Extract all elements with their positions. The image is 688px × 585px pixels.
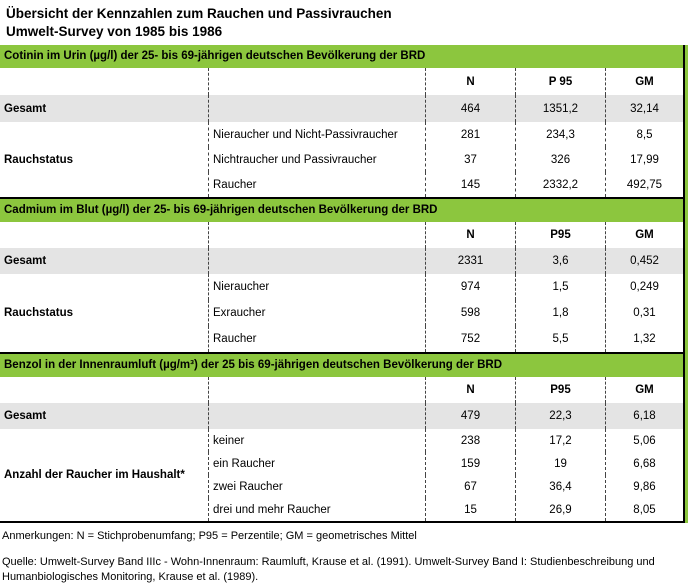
row-label: Nichtraucher und Passivraucher	[208, 147, 425, 172]
cell-value-gm: 0,31	[605, 300, 683, 326]
cell-value-gm: 5,06	[605, 429, 683, 452]
cell-value-n: 37	[425, 147, 515, 172]
cell-value-n: 15	[425, 498, 515, 521]
cell-value-gm: 1,32	[605, 326, 683, 352]
col-header-n: N	[425, 68, 515, 95]
cell-value-p95: 1351,2	[515, 95, 605, 122]
row-label-gesamt: Gesamt	[0, 403, 208, 429]
cell-value-gm: 17,99	[605, 147, 683, 172]
cell-value-p95: 19	[515, 452, 605, 475]
row-label: Raucher	[208, 326, 425, 352]
footnote-quelle: Quelle: Umwelt-Survey Band IIIc - Wohn-Innenraum: Raumluft, Krause et al. (1991). Umwelt-Survey Band I: Studienbeschreibung und Humanbiologisches Monitoring, Krause et al. (1989).	[2, 556, 655, 583]
col-header-empty	[208, 377, 425, 403]
cell-value-n: 598	[425, 300, 515, 326]
cell-value-n: 159	[425, 452, 515, 475]
cell-empty	[208, 403, 425, 429]
cell-value-p95: 5,5	[515, 326, 605, 352]
section-cotinin	[0, 45, 685, 199]
cell-value-p95: 1,5	[515, 274, 605, 300]
cell-value-gm: 6,18	[605, 403, 683, 429]
row-label: keiner	[208, 429, 425, 452]
col-header-empty	[0, 68, 208, 95]
row-label: Nieraucher und Nicht-Passivraucher	[208, 122, 425, 147]
cell-value-n: 479	[425, 403, 515, 429]
cell-value-gm: 8,05	[605, 498, 683, 521]
col-header-p95: P95	[515, 222, 605, 248]
row-label: Raucher	[208, 172, 425, 197]
cell-value-p95: 234,3	[515, 122, 605, 147]
cell-value-p95: 3,6	[515, 248, 605, 274]
col-header-gm: GM	[605, 68, 683, 95]
cell-value-p95: 36,4	[515, 475, 605, 498]
group-label-anzahl-raucher: Anzahl der Raucher im Haushalt*	[4, 469, 185, 481]
table-benzol	[0, 377, 683, 521]
row-label: Exraucher	[208, 300, 425, 326]
cell-empty	[208, 95, 425, 122]
row-label: drei und mehr Raucher	[208, 498, 425, 521]
page-title-line1: Übersicht der Kennzahlen zum Rauchen und Passivrauchen	[6, 6, 392, 21]
page-title	[0, 0, 688, 45]
col-header-empty	[208, 222, 425, 248]
table-cadmium	[0, 222, 683, 352]
page-title-line2: Umwelt-Survey von 1985 bis 1986	[6, 23, 223, 39]
cell-value-n: 67	[425, 475, 515, 498]
cell-value-n: 281	[425, 122, 515, 147]
cell-value-gm: 6,68	[605, 452, 683, 475]
table-cotinin	[0, 68, 683, 197]
cell-value-gm: 0,452	[605, 248, 683, 274]
section-header-cotinin: Cotinin im Urin (µg/l) der 25- bis 69-jährigen deutschen Bevölkerung der BRD	[0, 45, 683, 68]
col-header-empty	[0, 377, 208, 403]
cell-value-p95: 17,2	[515, 429, 605, 452]
cell-value-p95: 1,8	[515, 300, 605, 326]
cell-value-gm: 8,5	[605, 122, 683, 147]
section-benzol	[0, 354, 685, 523]
cell-value-gm: 32,14	[605, 95, 683, 122]
col-header-gm: GM	[605, 377, 683, 403]
row-label-gesamt: Gesamt	[0, 95, 208, 122]
cell-value-n: 752	[425, 326, 515, 352]
cell-value-n: 464	[425, 95, 515, 122]
col-header-empty	[0, 222, 208, 248]
cell-value-gm: 492,75	[605, 172, 683, 197]
tables-area	[0, 45, 688, 523]
row-label: Nieraucher	[208, 274, 425, 300]
cell-value-n: 145	[425, 172, 515, 197]
group-label-rauchstatus: Rauchstatus	[4, 153, 74, 166]
cell-value-p95: 22,3	[515, 403, 605, 429]
col-header-n: N	[425, 222, 515, 248]
cell-value-n: 2331	[425, 248, 515, 274]
cell-value-p95: 2332,2	[515, 172, 605, 197]
row-label: zwei Raucher	[208, 475, 425, 498]
cell-value-gm: 0,249	[605, 274, 683, 300]
footnote-anmerkungen: Anmerkungen: N = Stichprobenumfang; P95 = Perzentile; GM = geometrisches Mittel	[2, 530, 417, 542]
cell-value-n: 974	[425, 274, 515, 300]
cell-value-p95: 26,9	[515, 498, 605, 521]
cell-value-n: 238	[425, 429, 515, 452]
col-header-gm: GM	[605, 222, 683, 248]
group-label-rauchstatus: Rauchstatus	[4, 307, 74, 319]
row-label-gesamt: Gesamt	[0, 248, 208, 274]
row-label: ein Raucher	[208, 452, 425, 475]
cell-value-gm: 9,86	[605, 475, 683, 498]
cell-value-p95: 326	[515, 147, 605, 172]
section-header-cadmium: Cadmium im Blut (µg/l) der 25- bis 69-jährigen deutschen Bevölkerung der BRD	[0, 199, 683, 222]
section-header-benzol: Benzol in der Innenraumluft (µg/m³) der 25 bis 69-jährigen deutschen Bevölkerung der BRD	[0, 354, 683, 377]
col-header-empty	[208, 68, 425, 95]
col-header-p95: P 95	[515, 68, 605, 95]
section-cadmium	[0, 199, 685, 354]
cell-empty	[208, 248, 425, 274]
col-header-n: N	[425, 377, 515, 403]
col-header-p95: P95	[515, 377, 605, 403]
